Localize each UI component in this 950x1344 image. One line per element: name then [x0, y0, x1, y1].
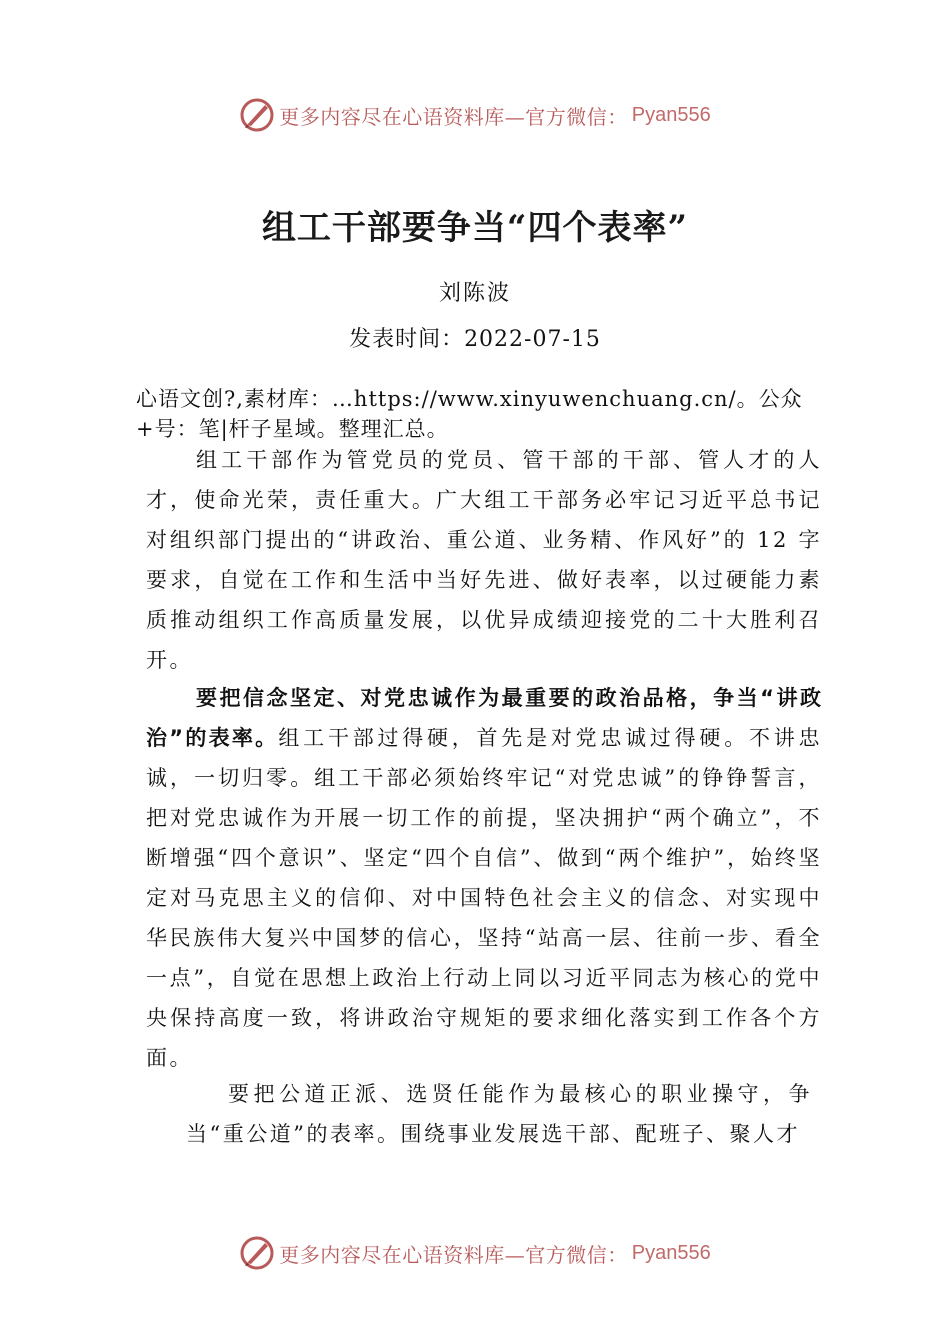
- source-note: 心语文创?,素材库：…https://www.xinyuwenchuang.cn/。公众+号：笔|杆子星域。整理汇总。: [136, 387, 803, 441]
- paragraph-politics: [146, 678, 822, 1078]
- banner-wechat-id: Pyan556: [631, 103, 711, 126]
- quill-pen-logo-icon: [239, 1235, 275, 1271]
- quill-pen-logo-icon: [239, 97, 275, 133]
- banner-wechat-id: Pyan556: [631, 1241, 711, 1264]
- article-title: 组工干部要争当“四个表率”: [261, 208, 689, 248]
- header-banner: [0, 95, 950, 135]
- paragraph-heading: 要把信念坚定、对党忠诚作为最重要的政治品格，争当“讲政治”的表率。: [146, 686, 822, 750]
- paragraph-body: 组工干部过得硬，首先是对党忠诚过得硬。不讲忠诚，一切归零。组工干部必须始终牢记“对党忠诚”的铮铮誓言，把对党忠诚作为开展一切工作的前提，坚决拥护“两个确立”，不断增强“四个意识”、坚定“四个自信”、做到“两个维护”，始终坚定对马克思主义的信仰、对中国特色社会主义的信念、对实现中华民族伟大复兴中国梦的信心，坚持“站高一层、往前一步、看全一点”，自觉在思想上政治上行动上同以习近平同志为核心的党中央保持高度一致，将讲政治守规矩的要求细化落实到工作各个方面。: [146, 726, 822, 1070]
- banner-text: 更多内容尽在心语资料库—官方微信：: [279, 1242, 628, 1267]
- article-author: 刘陈波: [438, 281, 511, 306]
- paragraph-fairness: 要把公道正派、选贤任能作为最核心的职业操守，争当“重公道”的表率。围绕事业发展选干部、配班子、聚人才: [186, 1082, 812, 1146]
- paragraph-intro: 组工干部作为管党员的党员、管干部的干部、管人才的人才，使命光荣，责任重大。广大组工干部务必牢记习近平总书记对组织部门提出的“讲政治、重公道、业务精、作风好”的 12 字要求，自觉在工作和生活中当好先进、做好表率，以过硬能力素质推动组织工作高质量发展，以优异成绩迎接党的二十大胜利召开。: [146, 448, 822, 672]
- footer-banner: [0, 1233, 950, 1273]
- publish-date: 发表时间：2022-07-15: [349, 327, 601, 352]
- banner-text: 更多内容尽在心语资料库—官方微信：: [279, 104, 628, 129]
